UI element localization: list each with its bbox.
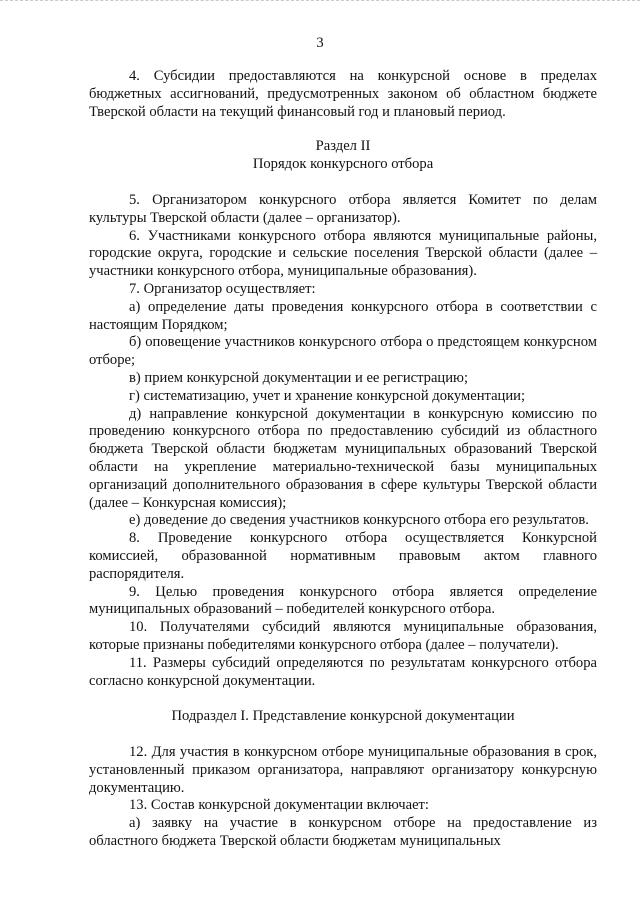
paragraph-12: 12. Для участия в конкурсном отборе муниципальные образования в срок, установленный приказом организатора, направляют организатору конкурсную документацию.	[89, 744, 597, 796]
paragraph-7d: д) направление конкурсной документации в конкурсную комиссию по проведению конкурсного отбора по предоставлению субсидий из областного бюджета Тверской области бюджетам муниципальных образований Тверской области на укрепление материально-технической базы муниципальных организаций дополнительного образования в сфере культуры Тверской области (далее – Конкурсная комиссия);	[89, 405, 597, 511]
page-number: 3	[316, 35, 324, 51]
paragraph-8: 8. Проведение конкурсного отбора осуществляется Конкурсной комиссией, образованной нормативным правовым актом главного распорядителя.	[89, 530, 597, 582]
paragraph-7a: а) определение даты проведения конкурсного отбора в соответствии с настоящим Порядком;	[89, 298, 597, 333]
paragraph-10: 10. Получателями субсидий являются муниципальные образования, которые признаны победителями конкурсного отбора (далее – получатели).	[89, 619, 597, 653]
section-title: Раздел II	[315, 138, 371, 155]
paragraph-7e: е) доведение до сведения участников конкурсного отбора его результатов.	[129, 512, 589, 529]
subsection-title: Подраздел I. Представление конкурсной документации	[171, 708, 515, 725]
paragraph-9: 9. Целью проведения конкурсного отбора является определение муниципальных образований – победителей конкурсного отбора.	[89, 583, 597, 618]
section-subtitle: Порядок конкурсного отбора	[252, 156, 434, 173]
paragraph-13a: а) заявку на участие в конкурсном отборе на предоставление из областного бюджета Тверской области бюджетам муниципальных	[89, 815, 597, 850]
paragraph-13: 13. Состав конкурсной документации включает:	[129, 797, 429, 814]
top-edge-divider	[0, 0, 640, 7]
paragraph-5: 5. Организатором конкурсного отбора является Комитет по делам культуры Тверской области (далее – организатор).	[89, 191, 597, 226]
paragraph-7b: б) оповещение участников конкурсного отбора о предстоящем конкурсном отборе;	[89, 334, 597, 369]
paragraph-7g: г) систематизацию, учет и хранение конкурсной документации;	[129, 387, 526, 404]
paragraph-11: 11. Размеры субсидий определяются по результатам конкурсного отбора согласно конкурсной документации.	[89, 654, 597, 689]
paragraph-4: 4. Субсидии предоставляются на конкурсной основе в пределах бюджетных ассигнований, предусмотренных законом об областном бюджете Тверской области на текущий финансовый год и плановый период.	[89, 68, 597, 120]
paragraph-7: 7. Организатор осуществляет:	[129, 280, 316, 297]
document-body	[89, 68, 597, 851]
paragraph-7v: в) прием конкурсной документации и ее регистрацию;	[129, 369, 469, 386]
paragraph-6: 6. Участниками конкурсного отбора являются муниципальные районы, городские округа, городские и сельские поселения Тверской области (далее – участники конкурсного отбора, муниципальные образования).	[89, 227, 597, 280]
